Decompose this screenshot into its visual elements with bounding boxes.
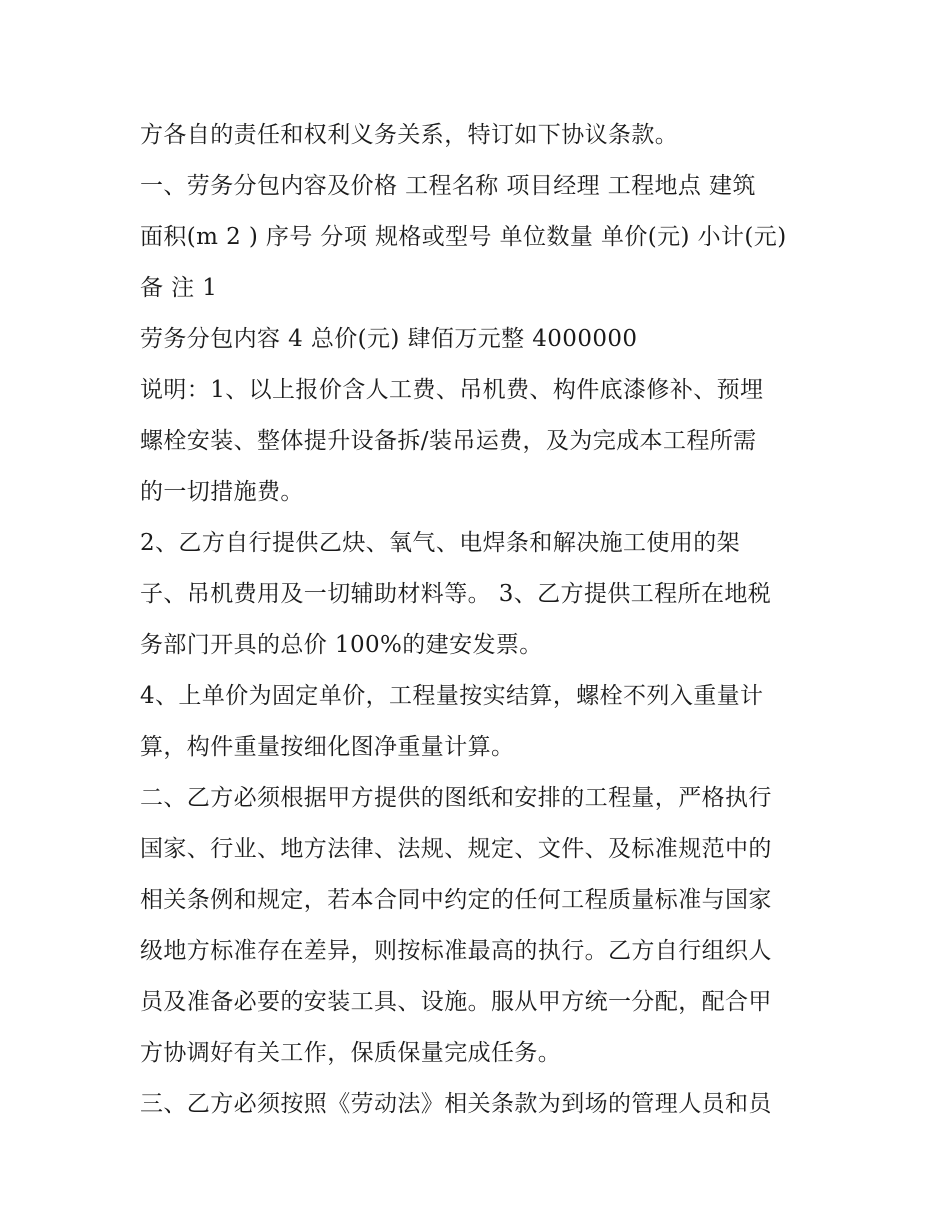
document-body bbox=[140, 110, 830, 1130]
text-line: 说明：1、以上报价含人工费、吊机费、构件底漆修补、预埋 bbox=[140, 377, 764, 403]
text-line: 员及准备必要的安装工具、设施。服从甲方统一分配，配合甲 bbox=[140, 989, 772, 1015]
text-line: 方协调好有关工作，保质保量完成任务。 bbox=[140, 1040, 562, 1066]
text-line: 螺栓安装、整体提升设备拆/装吊运费，及为完成本工程所需 bbox=[140, 428, 757, 454]
text-line: 二、乙方必须根据甲方提供的图纸和安排的工程量，严格执行 bbox=[140, 785, 772, 811]
text-line: 面积(m 2 ) 序号 分项 规格或型号 单位数量 单价(元) 小计(元) bbox=[140, 224, 787, 250]
text-line: 方各自的责任和权利义务关系，特订如下协议条款。 bbox=[140, 122, 679, 148]
text-line: 国家、行业、地方法律、法规、规定、文件、及标准规范中的 bbox=[140, 836, 772, 862]
text-line: 的一切措施费。 bbox=[140, 479, 304, 505]
text-line: 三、乙方必须按照《劳动法》相关条款为到场的管理人员和员 bbox=[140, 1091, 772, 1117]
text-line: 级地方标准存在差异，则按标准最高的执行。乙方自行组织人 bbox=[140, 938, 772, 964]
text-line: 2、乙方自行提供乙炔、氧气、电焊条和解决施工使用的架 bbox=[140, 530, 741, 556]
text-line: 劳务分包内容 4 总价(元) 肆佰万元整 4000000 bbox=[140, 326, 638, 352]
text-line: 子、吊机费用及一切辅助材料等。 3、乙方提供工程所在地税 bbox=[140, 581, 772, 607]
text-line: 算，构件重量按细化图净重量计算。 bbox=[140, 734, 515, 760]
text-line: 相关条例和规定，若本合同中约定的任何工程质量标准与国家 bbox=[140, 887, 772, 913]
text-line: 4、上单价为固定单价，工程量按实结算，螺栓不列入重量计 bbox=[140, 683, 764, 709]
text-line: 备 注 1 bbox=[140, 275, 218, 301]
text-line: 一、劳务分包内容及价格 工程名称 项目经理 工程地点 建筑 bbox=[140, 173, 756, 199]
text-line: 务部门开具的总价 100%的建安发票。 bbox=[140, 632, 543, 658]
